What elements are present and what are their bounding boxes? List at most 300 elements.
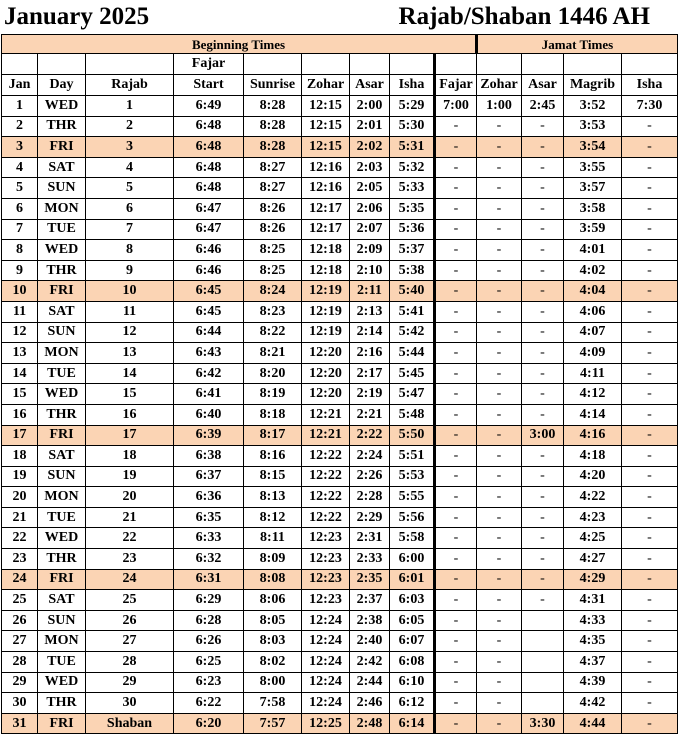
cell-zohar: 12:15 [302,96,350,117]
cell-jamat-magrib: 4:01 [564,240,622,261]
col-fajar-start-line2: Start [174,75,244,96]
cell-sunrise: 8:09 [244,549,302,570]
cell-zohar: 12:15 [302,116,350,137]
table-row [2,384,678,405]
cell-zohar: 12:24 [302,631,350,652]
cell-isha: 5:29 [390,96,435,117]
cell-jamat-isha: - [622,425,678,446]
jamat-times-header: Jamat Times [477,35,678,54]
cell-hijri: 21 [86,507,174,528]
cell-jamat-asar: - [522,487,564,508]
cell-day: THR [38,404,86,425]
cell-jamat-asar [522,693,564,714]
cell-asar: 2:01 [350,116,390,137]
cell-isha: 5:35 [390,198,435,219]
cell-date: 3 [2,137,38,158]
cell-jamat-zohar: - [477,322,522,343]
cell-hijri: 8 [86,240,174,261]
col-isha-top [390,54,435,75]
cell-asar: 2:03 [350,157,390,178]
cell-date: 7 [2,219,38,240]
cell-isha: 5:50 [390,425,435,446]
cell-sunrise: 8:28 [244,116,302,137]
cell-jamat-isha: - [622,343,678,364]
cell-jamat-asar: - [522,363,564,384]
cell-zohar: 12:25 [302,713,350,734]
table-row [2,713,678,734]
cell-hijri: 13 [86,343,174,364]
cell-jamat-fajar: - [435,343,477,364]
cell-jamat-asar: - [522,219,564,240]
cell-jamat-magrib: 3:57 [564,178,622,199]
cell-hijri: 26 [86,610,174,631]
cell-zohar: 12:21 [302,404,350,425]
cell-asar: 2:11 [350,281,390,302]
cell-jamat-fajar: - [435,652,477,673]
cell-jamat-fajar: - [435,487,477,508]
cell-asar: 2:05 [350,178,390,199]
cell-jamat-isha: - [622,569,678,590]
col-rajab-top [86,54,174,75]
table-row [2,446,678,467]
cell-zohar: 12:17 [302,219,350,240]
cell-day: TUE [38,507,86,528]
cell-jamat-asar: - [522,260,564,281]
cell-fajar-start: 6:39 [174,425,244,446]
cell-jamat-zohar: - [477,240,522,261]
cell-jamat-magrib: 3:53 [564,116,622,137]
cell-fajar-start: 6:48 [174,178,244,199]
cell-sunrise: 8:02 [244,652,302,673]
cell-fajar-start: 6:47 [174,219,244,240]
cell-jamat-asar [522,631,564,652]
cell-asar: 2:29 [350,507,390,528]
cell-jamat-asar: - [522,137,564,158]
cell-zohar: 12:21 [302,425,350,446]
cell-hijri: 9 [86,260,174,281]
col-asar: Asar [350,75,390,96]
cell-hijri: 14 [86,363,174,384]
table-row [2,425,678,446]
cell-fajar-start: 6:33 [174,528,244,549]
cell-hijri: 18 [86,446,174,467]
cell-zohar: 12:22 [302,446,350,467]
cell-jamat-zohar: - [477,198,522,219]
cell-jamat-fajar: - [435,590,477,611]
cell-zohar: 12:22 [302,487,350,508]
cell-sunrise: 8:16 [244,446,302,467]
cell-asar: 2:35 [350,569,390,590]
cell-jamat-asar: - [522,281,564,302]
col-jan-top [2,54,38,75]
cell-asar: 2:33 [350,549,390,570]
table-row [2,322,678,343]
cell-sunrise: 8:21 [244,343,302,364]
cell-sunrise: 8:11 [244,528,302,549]
cell-sunrise: 8:27 [244,178,302,199]
cell-date: 31 [2,713,38,734]
table-row [2,590,678,611]
cell-zohar: 12:19 [302,322,350,343]
cell-jamat-asar: - [522,240,564,261]
cell-day: SUN [38,322,86,343]
cell-day: FRI [38,713,86,734]
cell-fajar-start: 6:32 [174,549,244,570]
cell-jamat-isha: - [622,198,678,219]
cell-sunrise: 8:03 [244,631,302,652]
table-row [2,116,678,137]
col-asar-top [350,54,390,75]
cell-jamat-zohar: - [477,528,522,549]
cell-jamat-isha: - [622,157,678,178]
cell-jamat-magrib: 4:33 [564,610,622,631]
cell-isha: 5:48 [390,404,435,425]
cell-jamat-zohar: - [477,507,522,528]
cell-sunrise: 8:27 [244,157,302,178]
cell-isha: 6:10 [390,672,435,693]
cell-jamat-asar: - [522,528,564,549]
cell-asar: 2:22 [350,425,390,446]
cell-asar: 2:07 [350,219,390,240]
cell-jamat-asar: 2:45 [522,96,564,117]
cell-hijri: 29 [86,672,174,693]
cell-fajar-start: 6:45 [174,281,244,302]
cell-asar: 2:00 [350,96,390,117]
cell-jamat-magrib: 4:27 [564,549,622,570]
cell-day: MON [38,631,86,652]
cell-hijri: 22 [86,528,174,549]
table-row [2,507,678,528]
cell-zohar: 12:20 [302,343,350,364]
cell-day: SAT [38,157,86,178]
cell-jamat-magrib: 3:54 [564,137,622,158]
cell-jamat-isha: - [622,549,678,570]
cell-hijri: 11 [86,301,174,322]
cell-jamat-fajar: - [435,363,477,384]
cell-asar: 2:42 [350,652,390,673]
cell-isha: 5:30 [390,116,435,137]
cell-isha: 5:33 [390,178,435,199]
cell-jamat-zohar: - [477,487,522,508]
cell-date: 26 [2,610,38,631]
hijri-title: Rajab/Shaban 1446 AH [398,3,650,30]
cell-jamat-zohar: - [477,425,522,446]
cell-jamat-magrib: 4:04 [564,281,622,302]
cell-jamat-fajar: - [435,528,477,549]
cell-isha: 5:44 [390,343,435,364]
cell-jamat-zohar: - [477,281,522,302]
cell-hijri: 27 [86,631,174,652]
cell-jamat-fajar: - [435,260,477,281]
cell-jamat-asar: - [522,507,564,528]
cell-jamat-fajar: - [435,631,477,652]
cell-jamat-zohar: - [477,446,522,467]
table-row [2,281,678,302]
cell-asar: 2:26 [350,466,390,487]
cell-sunrise: 7:58 [244,693,302,714]
cell-jamat-zohar: - [477,713,522,734]
cell-jamat-magrib: 3:59 [564,219,622,240]
cell-day: THR [38,260,86,281]
cell-jamat-zohar: - [477,157,522,178]
cell-jamat-asar: - [522,590,564,611]
table-row [2,178,678,199]
cell-day: TUE [38,219,86,240]
cell-isha: 5:51 [390,446,435,467]
cell-jamat-asar: - [522,198,564,219]
table-row [2,693,678,714]
cell-asar: 2:46 [350,693,390,714]
cell-isha: 5:45 [390,363,435,384]
col-jmagrib-top [564,54,622,75]
cell-zohar: 12:23 [302,549,350,570]
table-row [2,487,678,508]
cell-day: WED [38,672,86,693]
cell-fajar-start: 6:31 [174,569,244,590]
cell-asar: 2:24 [350,446,390,467]
cell-date: 25 [2,590,38,611]
cell-hijri: 12 [86,322,174,343]
table-row [2,549,678,570]
cell-jamat-asar: - [522,404,564,425]
cell-day: SUN [38,466,86,487]
table-row [2,528,678,549]
cell-jamat-zohar: - [477,137,522,158]
cell-jamat-fajar: - [435,219,477,240]
cell-jamat-magrib: 4:20 [564,466,622,487]
cell-isha: 6:08 [390,652,435,673]
cell-jamat-isha: - [622,404,678,425]
cell-asar: 2:06 [350,198,390,219]
cell-hijri: 17 [86,425,174,446]
cell-sunrise: 8:00 [244,672,302,693]
cell-jamat-isha: - [622,507,678,528]
table-row [2,652,678,673]
col-fajar-start-line1: Fajar [174,54,244,75]
cell-jamat-fajar: - [435,178,477,199]
cell-isha: 5:55 [390,487,435,508]
cell-asar: 2:38 [350,610,390,631]
cell-zohar: 12:23 [302,569,350,590]
cell-fajar-start: 6:20 [174,713,244,734]
cell-jamat-isha: - [622,631,678,652]
cell-jamat-fajar: - [435,404,477,425]
cell-date: 16 [2,404,38,425]
cell-jamat-magrib: 4:09 [564,343,622,364]
cell-isha: 5:47 [390,384,435,405]
cell-date: 6 [2,198,38,219]
cell-sunrise: 8:13 [244,487,302,508]
col-jan: Jan [2,75,38,96]
cell-zohar: 12:23 [302,528,350,549]
cell-jamat-isha: - [622,219,678,240]
cell-day: WED [38,96,86,117]
col-zohar-top [302,54,350,75]
cell-isha: 6:01 [390,569,435,590]
cell-isha: 6:03 [390,590,435,611]
cell-isha: 5:38 [390,260,435,281]
beginning-times-header: Beginning Times [2,35,477,54]
cell-asar: 2:21 [350,404,390,425]
table-row [2,260,678,281]
cell-asar: 2:17 [350,363,390,384]
cell-jamat-zohar: - [477,672,522,693]
cell-jamat-magrib: 4:06 [564,301,622,322]
cell-fajar-start: 6:38 [174,446,244,467]
cell-jamat-isha: - [622,116,678,137]
cell-zohar: 12:17 [302,198,350,219]
cell-jamat-magrib: 4:44 [564,713,622,734]
cell-jamat-magrib: 4:02 [564,260,622,281]
cell-asar: 2:28 [350,487,390,508]
cell-jamat-magrib: 4:11 [564,363,622,384]
cell-jamat-isha: - [622,178,678,199]
table-row [2,466,678,487]
cell-jamat-zohar: 1:00 [477,96,522,117]
cell-asar: 2:14 [350,322,390,343]
cell-jamat-zohar: - [477,466,522,487]
col-jisha-top [622,54,678,75]
cell-fajar-start: 6:46 [174,240,244,261]
cell-jamat-asar: - [522,549,564,570]
cell-jamat-asar: - [522,466,564,487]
table-row [2,301,678,322]
cell-day: THR [38,116,86,137]
cell-jamat-isha: 7:30 [622,96,678,117]
cell-jamat-isha: - [622,281,678,302]
cell-zohar: 12:16 [302,178,350,199]
cell-jamat-asar [522,652,564,673]
cell-fajar-start: 6:47 [174,198,244,219]
cell-hijri: 20 [86,487,174,508]
cell-jamat-magrib: 4:23 [564,507,622,528]
cell-fajar-start: 6:44 [174,322,244,343]
cell-jamat-zohar: - [477,384,522,405]
cell-isha: 5:40 [390,281,435,302]
cell-date: 11 [2,301,38,322]
cell-asar: 2:48 [350,713,390,734]
cell-sunrise: 8:28 [244,96,302,117]
cell-jamat-magrib: 4:42 [564,693,622,714]
cell-zohar: 12:22 [302,507,350,528]
cell-isha: 5:41 [390,301,435,322]
cell-asar: 2:09 [350,240,390,261]
cell-fajar-start: 6:48 [174,116,244,137]
cell-jamat-asar: - [522,322,564,343]
cell-fajar-start: 6:40 [174,404,244,425]
cell-jamat-zohar: - [477,549,522,570]
cell-jamat-fajar: - [435,322,477,343]
cell-zohar: 12:19 [302,281,350,302]
cell-zohar: 12:23 [302,590,350,611]
col-isha: Isha [390,75,435,96]
cell-fajar-start: 6:48 [174,137,244,158]
cell-jamat-fajar: - [435,672,477,693]
cell-zohar: 12:24 [302,672,350,693]
cell-sunrise: 7:57 [244,713,302,734]
cell-date: 5 [2,178,38,199]
cell-day: FRI [38,569,86,590]
cell-jamat-isha: - [622,610,678,631]
cell-jamat-asar: - [522,157,564,178]
cell-day: MON [38,487,86,508]
cell-zohar: 12:18 [302,260,350,281]
cell-hijri: 25 [86,590,174,611]
cell-jamat-zohar: - [477,260,522,281]
col-day: Day [38,75,86,96]
cell-date: 14 [2,363,38,384]
cell-jamat-fajar: - [435,240,477,261]
cell-jamat-fajar: - [435,713,477,734]
cell-date: 21 [2,507,38,528]
cell-day: FRI [38,281,86,302]
cell-hijri: 10 [86,281,174,302]
col-jzohar-top [477,54,522,75]
cell-jamat-magrib: 4:29 [564,569,622,590]
cell-jamat-isha: - [622,301,678,322]
cell-fajar-start: 6:46 [174,260,244,281]
cell-zohar: 12:20 [302,363,350,384]
cell-day: THR [38,549,86,570]
cell-day: MON [38,198,86,219]
table-row [2,219,678,240]
cell-jamat-fajar: - [435,137,477,158]
cell-jamat-magrib: 4:16 [564,425,622,446]
cell-sunrise: 8:06 [244,590,302,611]
cell-date: 15 [2,384,38,405]
table-row [2,343,678,364]
cell-date: 12 [2,322,38,343]
cell-date: 13 [2,343,38,364]
cell-jamat-magrib: 4:07 [564,322,622,343]
cell-day: MON [38,343,86,364]
cell-zohar: 12:18 [302,240,350,261]
cell-fajar-start: 6:22 [174,693,244,714]
cell-day: FRI [38,137,86,158]
cell-jamat-asar: - [522,384,564,405]
cell-date: 8 [2,240,38,261]
col-zohar: Zohar [302,75,350,96]
table-row [2,404,678,425]
cell-isha: 6:14 [390,713,435,734]
cell-day: WED [38,240,86,261]
cell-date: 17 [2,425,38,446]
cell-isha: 5:42 [390,322,435,343]
cell-fajar-start: 6:42 [174,363,244,384]
cell-jamat-isha: - [622,713,678,734]
cell-sunrise: 8:19 [244,384,302,405]
cell-hijri: 19 [86,466,174,487]
cell-asar: 2:13 [350,301,390,322]
cell-jamat-asar: 3:30 [522,713,564,734]
cell-jamat-asar [522,672,564,693]
cell-jamat-asar: 3:00 [522,425,564,446]
cell-jamat-magrib: 3:52 [564,96,622,117]
cell-fajar-start: 6:43 [174,343,244,364]
col-jamat-magrib: Magrib [564,75,622,96]
cell-sunrise: 8:17 [244,425,302,446]
table-row [2,96,678,117]
cell-jamat-fajar: - [435,549,477,570]
cell-jamat-zohar: - [477,610,522,631]
cell-jamat-zohar: - [477,652,522,673]
cell-jamat-isha: - [622,466,678,487]
cell-asar: 2:40 [350,631,390,652]
cell-jamat-isha: - [622,446,678,467]
col-jamat-fajar: Fajar [435,75,477,96]
cell-jamat-asar: - [522,116,564,137]
cell-date: 20 [2,487,38,508]
